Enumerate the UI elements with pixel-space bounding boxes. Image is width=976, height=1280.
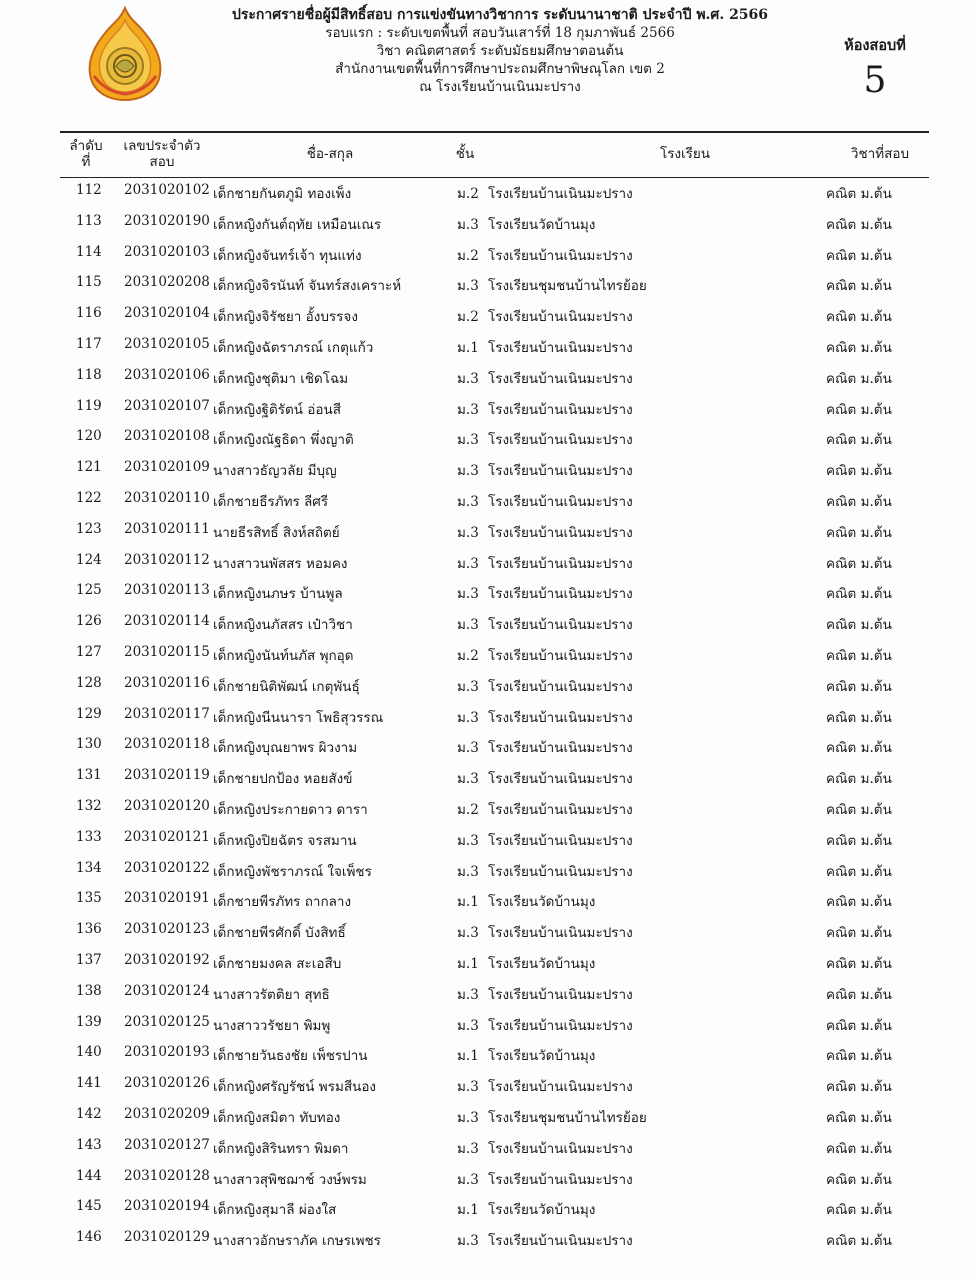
cell-grade: ม.3: [457, 1079, 479, 1096]
cell-subject: คณิต ม.ต้น: [826, 1202, 892, 1219]
cell-grade: ม.3: [457, 555, 479, 572]
cell-exam-id: 2031020111: [124, 520, 210, 537]
table-row: [60, 1100, 929, 1131]
cell-no: 133: [76, 828, 102, 845]
cell-exam-id: 2031020124: [124, 982, 210, 999]
cell-exam-id: 2031020116: [124, 674, 210, 691]
cell-subject: คณิต ม.ต้น: [826, 370, 892, 387]
table-row: [60, 484, 929, 515]
cell-school: โรงเรียนชุมชนบ้านไทรย้อย: [488, 278, 647, 295]
cell-school: โรงเรียนบ้านเนินมะปราง: [488, 678, 633, 695]
column-header-exam-id: [112, 138, 212, 170]
cell-exam-id: 2031020108: [124, 428, 210, 445]
table-row: [60, 730, 929, 761]
cell-no: 129: [76, 705, 102, 722]
cell-grade: ม.3: [457, 401, 479, 418]
document-header: [200, 6, 800, 96]
cell-grade: ม.3: [457, 278, 479, 295]
cell-no: 130: [76, 736, 102, 753]
cell-subject: คณิต ม.ต้น: [826, 647, 892, 664]
table-row: [60, 1162, 929, 1193]
cell-school: โรงเรียนบ้านเนินมะปราง: [488, 309, 633, 326]
exam-room-box: [820, 34, 930, 103]
cell-grade: ม.3: [457, 771, 479, 788]
cell-grade: ม.3: [457, 1109, 479, 1126]
cell-exam-id: 2031020208: [124, 274, 210, 291]
cell-school: โรงเรียนบ้านเนินมะปราง: [488, 740, 633, 757]
cell-no: 131: [76, 767, 102, 784]
cell-exam-id: 2031020113: [124, 582, 210, 599]
cell-no: 118: [76, 366, 102, 383]
cell-no: 143: [76, 1136, 102, 1153]
cell-subject: คณิต ม.ต้น: [826, 740, 892, 757]
cell-name: เด็กชายวันธงชัย เพ็ชรปาน: [213, 1048, 368, 1065]
cell-subject: คณิต ม.ต้น: [826, 894, 892, 911]
table-row: [60, 299, 929, 330]
table-row: [60, 453, 929, 484]
cell-school: โรงเรียนบ้านเนินมะปราง: [488, 186, 633, 202]
cell-subject: คณิต ม.ต้น: [826, 186, 892, 202]
cell-no: 141: [76, 1075, 102, 1092]
cell-name: นางสาวธัญวลัย มีบุญ: [213, 463, 337, 480]
cell-school: โรงเรียนบ้านเนินมะปราง: [488, 524, 633, 541]
cell-no: 115: [76, 274, 102, 291]
cell-subject: คณิต ม.ต้น: [826, 986, 892, 1003]
cell-exam-id: 2031020114: [124, 613, 210, 630]
cell-name: เด็กหญิงณัฐธิดา พึ่งญาติ: [213, 432, 354, 449]
cell-school: โรงเรียนบ้านเนินมะปราง: [488, 370, 633, 387]
cell-no: 142: [76, 1105, 102, 1122]
cell-subject: คณิต ม.ต้น: [826, 463, 892, 480]
education-office: สำนักงานเขตพื้นที่การศึกษาประถมศึกษาพิษณุโลก เขต 2: [335, 61, 665, 77]
exam-venue: ณ โรงเรียนบ้านเนินมะปราง: [419, 79, 581, 95]
table-row: [60, 761, 929, 792]
cell-no: 123: [76, 520, 102, 537]
cell-school: โรงเรียนบ้านเนินมะปราง: [488, 647, 633, 664]
cell-grade: ม.3: [457, 370, 479, 387]
cell-no: 135: [76, 890, 102, 907]
cell-exam-id: 2031020194: [124, 1198, 210, 1215]
cell-name: เด็กหญิงกันต์ฤทัย เหมือนเณร: [213, 216, 382, 233]
cell-no: 124: [76, 551, 102, 568]
cell-grade: ม.2: [457, 647, 479, 664]
cell-grade: ม.3: [457, 216, 479, 233]
cell-school: โรงเรียนบ้านเนินมะปราง: [488, 586, 633, 603]
cell-name: เด็กหญิงบุณยาพร ผิวงาม: [213, 740, 358, 757]
cell-grade: ม.2: [457, 309, 479, 326]
cell-subject: คณิต ม.ต้น: [826, 801, 892, 818]
cell-name: เด็กหญิงสิรินทรา พิมดา: [213, 1140, 349, 1157]
cell-exam-id: 2031020110: [124, 489, 210, 506]
cell-name: เด็กหญิงฐิติรัตน์ อ่อนสี: [213, 401, 341, 418]
cell-subject: คณิต ม.ต้น: [826, 1171, 892, 1188]
cell-no: 126: [76, 613, 102, 630]
cell-no: 119: [76, 397, 102, 414]
cell-school: โรงเรียนบ้านเนินมะปราง: [488, 801, 633, 818]
cell-exam-id: 2031020191: [124, 890, 210, 907]
cell-grade: ม.3: [457, 863, 479, 880]
table-row: [60, 607, 929, 638]
cell-no: 125: [76, 582, 102, 599]
cell-subject: คณิต ม.ต้น: [826, 555, 892, 572]
column-header-no-line1: ลำดับ: [69, 138, 103, 154]
cell-school: โรงเรียนบ้านเนินมะปราง: [488, 617, 633, 634]
cell-name: เด็กหญิงฉัตราภรณ์ เกตุแก้ว: [213, 339, 374, 356]
cell-name: เด็กหญิงจิรัชยา อั้งบรรจง: [213, 309, 358, 326]
table-top-rule: [60, 131, 929, 133]
table-row: [60, 946, 929, 977]
cell-grade: ม.2: [457, 801, 479, 818]
cell-name: นางสาวอักษราภัค เกษรเพชร: [213, 1233, 381, 1250]
cell-exam-id: 2031020129: [124, 1229, 210, 1246]
cell-no: 120: [76, 428, 102, 445]
cell-exam-id: 2031020121: [124, 828, 210, 845]
cell-no: 139: [76, 1013, 102, 1030]
cell-school: โรงเรียนบ้านเนินมะปราง: [488, 1233, 633, 1250]
cell-school: โรงเรียนชุมชนบ้านไทรย้อย: [488, 1109, 647, 1126]
cell-school: โรงเรียนบ้านเนินมะปราง: [488, 1017, 633, 1034]
cell-grade: ม.3: [457, 832, 479, 849]
cell-subject: คณิต ม.ต้น: [826, 586, 892, 603]
cell-no: 140: [76, 1044, 102, 1061]
cell-no: 114: [76, 243, 102, 260]
cell-name: เด็กหญิงศรัญรัชน์ พรมสีนอง: [213, 1079, 377, 1096]
cell-grade: ม.3: [457, 1233, 479, 1250]
cell-name: นางสาววรัชยา พิมพู: [213, 1017, 331, 1034]
cell-subject: คณิต ม.ต้น: [826, 432, 892, 449]
table-row: [60, 792, 929, 823]
table-row: [60, 422, 929, 453]
cell-subject: คณิต ม.ต้น: [826, 832, 892, 849]
cell-subject: คณิต ม.ต้น: [826, 955, 892, 972]
table-row: [60, 361, 929, 392]
cell-school: โรงเรียนบ้านเนินมะปราง: [488, 771, 633, 788]
cell-grade: ม.1: [457, 955, 479, 972]
cell-no: 136: [76, 921, 102, 938]
cell-no: 146: [76, 1229, 102, 1246]
cell-no: 144: [76, 1167, 102, 1184]
cell-school: โรงเรียนวัดบ้านมุง: [488, 216, 596, 233]
cell-exam-id: 2031020128: [124, 1167, 210, 1184]
column-header-id-line1: เลขประจำตัว: [123, 138, 201, 154]
exam-subject-level: วิชา คณิตศาสตร์ ระดับมัธยมศึกษาตอนต้น: [376, 43, 624, 59]
cell-subject: คณิต ม.ต้น: [826, 339, 892, 356]
cell-no: 128: [76, 674, 102, 691]
cell-school: โรงเรียนบ้านเนินมะปราง: [488, 709, 633, 726]
cell-name: เด็กหญิงปิยฉัตร จรสมาน: [213, 832, 357, 849]
cell-name: เด็กหญิงจิรนันท์ จันทร์สงเคราะห์: [213, 278, 402, 295]
cell-school: โรงเรียนบ้านเนินมะปราง: [488, 432, 633, 449]
cell-exam-id: 2031020106: [124, 366, 210, 383]
cell-subject: คณิต ม.ต้น: [826, 1109, 892, 1126]
cell-exam-id: 2031020123: [124, 921, 210, 938]
cell-subject: คณิต ม.ต้น: [826, 524, 892, 541]
cell-name: เด็กหญิงนภัสสร เป๋าวิชา: [213, 617, 353, 634]
cell-exam-id: 2031020104: [124, 305, 210, 322]
cell-grade: ม.3: [457, 1171, 479, 1188]
cell-grade: ม.1: [457, 894, 479, 911]
table-row: [60, 884, 929, 915]
cell-grade: ม.3: [457, 463, 479, 480]
cell-school: โรงเรียนบ้านเนินมะปราง: [488, 339, 633, 356]
cell-exam-id: 2031020209: [124, 1105, 210, 1122]
cell-name: เด็กหญิงสมิตา ทับทอง: [213, 1109, 341, 1126]
cell-grade: ม.3: [457, 678, 479, 695]
candidate-table-body: [60, 176, 929, 1254]
cell-no: 137: [76, 951, 102, 968]
table-row: [60, 823, 929, 854]
cell-grade: ม.3: [457, 709, 479, 726]
cell-exam-id: 2031020190: [124, 212, 210, 229]
cell-exam-id: 2031020115: [124, 643, 210, 660]
cell-exam-id: 2031020126: [124, 1075, 210, 1092]
cell-name: เด็กหญิงนีนนารา โพธิสุวรรณ: [213, 709, 384, 726]
cell-subject: คณิต ม.ต้น: [826, 709, 892, 726]
table-row: [60, 546, 929, 577]
table-row: [60, 854, 929, 885]
cell-subject: คณิต ม.ต้น: [826, 863, 892, 880]
agency-emblem-logo: [86, 6, 164, 102]
column-header-grade: ชั้น: [455, 146, 475, 162]
cell-school: โรงเรียนบ้านเนินมะปราง: [488, 863, 633, 880]
cell-name: เด็กหญิงนภษร บ้านพูล: [213, 586, 343, 603]
table-row: [60, 669, 929, 700]
cell-exam-id: 2031020122: [124, 859, 210, 876]
cell-grade: ม.3: [457, 925, 479, 942]
cell-school: โรงเรียนบ้านเนินมะปราง: [488, 401, 633, 418]
cell-name: เด็กชายมงคล สะเอสืบ: [213, 955, 342, 972]
cell-no: 138: [76, 982, 102, 999]
cell-name: เด็กหญิงนันท์นภัส พุกอุด: [213, 647, 354, 664]
cell-no: 145: [76, 1198, 102, 1215]
cell-name: เด็กชายปกป้อง หอยสังข์: [213, 771, 353, 788]
table-row: [60, 638, 929, 669]
table-row: [60, 392, 929, 423]
cell-subject: คณิต ม.ต้น: [826, 216, 892, 233]
cell-name: นางสาวสุพิชฌาช์ วงษ์พรม: [213, 1171, 367, 1188]
cell-subject: คณิต ม.ต้น: [826, 278, 892, 295]
cell-school: โรงเรียนวัดบ้านมุง: [488, 1048, 596, 1065]
cell-school: โรงเรียนบ้านเนินมะปราง: [488, 555, 633, 572]
cell-grade: ม.3: [457, 1017, 479, 1034]
cell-no: 132: [76, 797, 102, 814]
cell-exam-id: 2031020103: [124, 243, 210, 260]
cell-name: เด็กชายธีรภัทร ลีศรี: [213, 493, 329, 510]
table-row: [60, 1008, 929, 1039]
table-row: [60, 330, 929, 361]
cell-subject: คณิต ม.ต้น: [826, 925, 892, 942]
cell-school: โรงเรียนบ้านเนินมะปราง: [488, 925, 633, 942]
cell-grade: ม.3: [457, 1140, 479, 1157]
cell-grade: ม.1: [457, 1202, 479, 1219]
cell-subject: คณิต ม.ต้น: [826, 493, 892, 510]
cell-name: เด็กชายกันตภูมิ ทองเพ็ง: [213, 186, 352, 202]
cell-grade: ม.3: [457, 740, 479, 757]
table-header: [60, 134, 929, 176]
cell-no: 113: [76, 212, 102, 229]
column-header-name: ชื่อ-สกุล: [306, 146, 354, 162]
column-header-id-line2: สอบ: [149, 154, 175, 170]
cell-subject: คณิต ม.ต้น: [826, 678, 892, 695]
cell-school: โรงเรียนบ้านเนินมะปราง: [488, 1171, 633, 1188]
cell-exam-id: 2031020119: [124, 767, 210, 784]
cell-no: 116: [76, 305, 102, 322]
cell-exam-id: 2031020120: [124, 797, 210, 814]
cell-name: เด็กหญิงสุมาลี ผ่องใส: [213, 1202, 337, 1219]
announcement-title: ประกาศรายชื่อผู้มีสิทธิ์สอบ การแข่งขันทางวิชาการ ระดับนานาชาติ ประจำปี พ.ศ. 2566: [231, 7, 769, 23]
cell-no: 117: [76, 335, 102, 352]
cell-subject: คณิต ม.ต้น: [826, 617, 892, 634]
cell-school: โรงเรียนบ้านเนินมะปราง: [488, 463, 633, 480]
cell-school: โรงเรียนบ้านเนินมะปราง: [488, 1079, 633, 1096]
cell-subject: คณิต ม.ต้น: [826, 309, 892, 326]
cell-grade: ม.1: [457, 1048, 479, 1065]
cell-exam-id: 2031020125: [124, 1013, 210, 1030]
column-header-school: โรงเรียน: [659, 146, 711, 162]
cell-name: นางสาวรัตติยา สุทธิ: [213, 986, 330, 1003]
cell-name: นายธีรสิทธิ์ สิงห์สถิตย์: [213, 524, 340, 541]
table-row: [60, 915, 929, 946]
exam-round-date: รอบแรก : ระดับเขตพื้นที่ สอบวันเสาร์ที่ 18 กุมภาพันธ์ 2566: [325, 25, 675, 41]
table-row: [60, 977, 929, 1008]
cell-no: 127: [76, 643, 102, 660]
cell-school: โรงเรียนบ้านเนินมะปราง: [488, 1140, 633, 1157]
cell-grade: ม.3: [457, 432, 479, 449]
cell-no: 122: [76, 489, 102, 506]
cell-school: โรงเรียนวัดบ้านมุง: [488, 894, 596, 911]
cell-school: โรงเรียนบ้านเนินมะปราง: [488, 832, 633, 849]
cell-subject: คณิต ม.ต้น: [826, 1079, 892, 1096]
cell-school: โรงเรียนบ้านเนินมะปราง: [488, 247, 633, 264]
cell-exam-id: 2031020102: [124, 182, 210, 198]
cell-grade: ม.3: [457, 524, 479, 541]
cell-subject: คณิต ม.ต้น: [826, 1048, 892, 1065]
cell-name: เด็กหญิงชุติมา เชิดโฉม: [213, 370, 349, 387]
cell-subject: คณิต ม.ต้น: [826, 247, 892, 264]
cell-name: เด็กหญิงจันทร์เจ้า ทุนแท่ง: [213, 247, 362, 264]
cell-exam-id: 2031020109: [124, 459, 210, 476]
column-header-no: [60, 138, 112, 170]
exam-room-number: 5: [863, 60, 887, 101]
table-row: [60, 268, 929, 299]
table-row: [60, 1131, 929, 1162]
table-row: [60, 1038, 929, 1069]
cell-grade: ม.3: [457, 986, 479, 1003]
cell-grade: ม.3: [457, 493, 479, 510]
cell-no: 121: [76, 459, 102, 476]
cell-name: เด็กชายพีรศักดิ์ บังสิทธิ์: [213, 925, 346, 942]
table-row: [60, 1223, 929, 1254]
cell-no: 134: [76, 859, 102, 876]
cell-grade: ม.3: [457, 586, 479, 603]
cell-grade: ม.1: [457, 339, 479, 356]
cell-name: เด็กชายนิติพัฒน์ เกตุพันธุ์: [213, 678, 360, 695]
cell-school: โรงเรียนบ้านเนินมะปราง: [488, 493, 633, 510]
cell-exam-id: 2031020117: [124, 705, 210, 722]
table-row: [60, 1069, 929, 1100]
cell-subject: คณิต ม.ต้น: [826, 771, 892, 788]
table-row: [60, 515, 929, 546]
cell-school: โรงเรียนวัดบ้านมุง: [488, 955, 596, 972]
cell-exam-id: 2031020107: [124, 397, 210, 414]
cell-subject: คณิต ม.ต้น: [826, 1140, 892, 1157]
cell-name: นางสาวนพัสสร หอมคง: [213, 555, 348, 572]
cell-grade: ม.3: [457, 617, 479, 634]
table-row: [60, 207, 929, 238]
cell-subject: คณิต ม.ต้น: [826, 401, 892, 418]
cell-exam-id: 2031020118: [124, 736, 210, 753]
cell-exam-id: 2031020193: [124, 1044, 210, 1061]
cell-school: โรงเรียนวัดบ้านมุง: [488, 1202, 596, 1219]
cell-exam-id: 2031020192: [124, 951, 210, 968]
cell-exam-id: 2031020127: [124, 1136, 210, 1153]
cell-subject: คณิต ม.ต้น: [826, 1233, 892, 1250]
cell-school: โรงเรียนบ้านเนินมะปราง: [488, 986, 633, 1003]
exam-room-label: ห้องสอบที่: [844, 37, 906, 54]
table-row: [60, 576, 929, 607]
cell-name: เด็กหญิงประกายดาว ดารา: [213, 801, 368, 818]
table-row: [60, 1192, 929, 1223]
cell-exam-id: 2031020112: [124, 551, 210, 568]
cell-exam-id: 2031020105: [124, 335, 210, 352]
cell-grade: ม.2: [457, 247, 479, 264]
cell-subject: คณิต ม.ต้น: [826, 1017, 892, 1034]
column-header-subject: วิชาที่สอบ: [850, 146, 910, 162]
table-row: [60, 700, 929, 731]
column-header-no-line2: ที่: [81, 154, 91, 170]
table-row: [60, 176, 929, 207]
cell-grade: ม.2: [457, 186, 479, 202]
cell-name: เด็กชายพีรภัทร ถากลาง: [213, 894, 352, 911]
cell-name: เด็กหญิงพัชราภรณ์ ใจเพ็ชร: [213, 863, 372, 880]
table-row: [60, 238, 929, 269]
cell-no: 112: [76, 182, 102, 198]
